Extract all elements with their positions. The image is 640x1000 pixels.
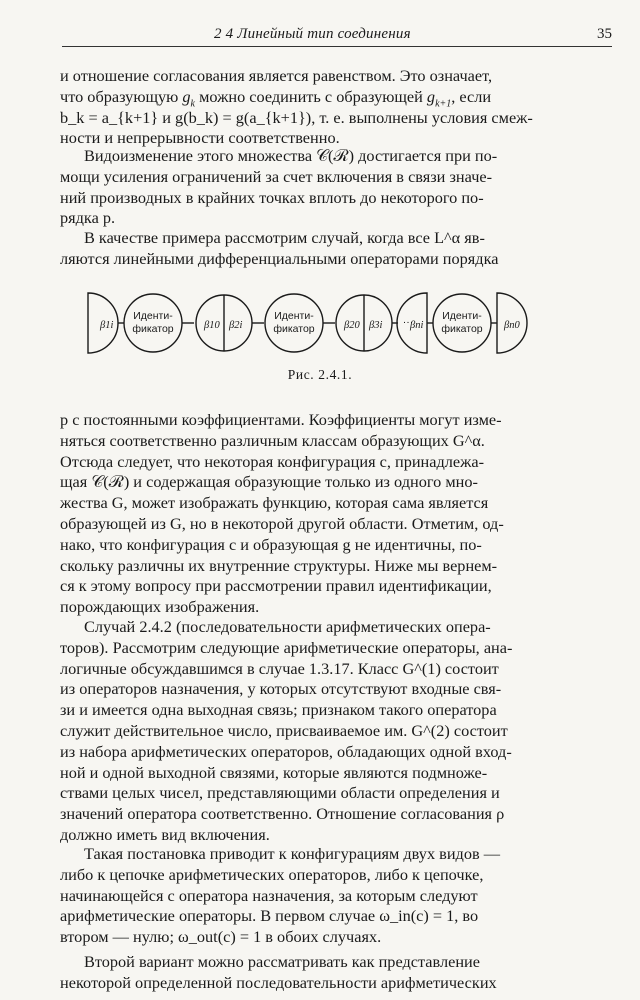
identifier-label-2a: Иденти- (274, 310, 314, 322)
paragraph-case-2-4-2 (60, 617, 610, 846)
text-line: втором — нулю; ω_out(c) = 1 в обоих случаях. (60, 927, 382, 947)
figure-caption: Рис. 2.4.1. (287, 367, 353, 382)
text-line: Второй вариант можно рассматривать как представление (84, 952, 480, 971)
paragraph-modification (60, 146, 610, 229)
paragraph-coefficients (60, 410, 610, 618)
text-line: Случай 2.4.2 (последовательности арифметических опера- (84, 617, 491, 636)
text-line: значений оператора соответственно. Отношение согласования ρ (60, 804, 505, 824)
paragraph-example (60, 228, 610, 270)
text-line: некоторой определенной последовательности арифметических (60, 972, 497, 992)
text-line: ляются линейными дифференциальными операторами порядка (60, 248, 499, 268)
identifier-label-3b: фикатор (441, 323, 483, 335)
text-line: ся к этому вопросу при рассмотрении правил идентификации, (60, 576, 492, 596)
label-beta-20: β20 (344, 320, 360, 331)
text-line: торов). Рассмотрим следующие арифметические операторы, ана- (60, 637, 513, 657)
text-line: В качестве примера рассмотрим случай, когда все L^α яв- (84, 228, 485, 247)
label-beta-n0: βn0 (504, 320, 520, 331)
label-beta-1i: β1i (100, 320, 114, 331)
text-line: нако, что конфигурация c и образующая g не идентичны, по- (60, 534, 482, 554)
text-line: скольку различны их внутренние структуры. Ниже мы вернем- (60, 555, 498, 575)
text-line: из операторов назначения, у которых отсутствуют входные свя- (60, 679, 502, 699)
text-line: ствами целых чисел, представляющими области определения и (60, 783, 500, 803)
text-line: начинающейся с оператора назначения, за которым следуют (60, 885, 478, 905)
text-line: служит действительное число, присваиваемое им. G^(2) состоит (60, 720, 508, 740)
identifier-label-3a: Иденти- (442, 310, 482, 322)
text-line: Отсюда следует, что некоторая конфигурация c, принадлежа- (60, 451, 485, 471)
text-line: ности и непрерывности соответственно. (60, 128, 340, 148)
page-number: 35 (597, 26, 612, 42)
text-line: рядка p. (60, 208, 116, 228)
identifier-label-1b: фикатор (132, 323, 174, 335)
text-line: должно иметь вид включения. (60, 824, 270, 844)
label-beta-2i: β2i (229, 320, 243, 331)
text-line: няться соответственно различным классам образующих G^α. (60, 430, 485, 450)
label-beta-10: β10 (204, 320, 220, 331)
text-line: Такая постановка приводит к конфигурациям двух видов — (84, 844, 501, 863)
running-header (62, 22, 612, 47)
text-line: и отношение согласования является равенством. Это означает, (60, 66, 493, 85)
text-line: p с постоянными коэффициентами. Коэффициенты могут изме- (60, 410, 502, 429)
identifier-label-2b: фикатор (273, 323, 315, 335)
text-line: ний производных в крайних точках вплоть до некоторого по- (60, 187, 484, 207)
paragraph-setup (60, 844, 610, 948)
paragraph-equality (60, 66, 610, 149)
paragraph-second-variant (60, 952, 610, 994)
text-line: из набора арифметических операторов, обладающих одной вход- (60, 741, 512, 761)
text-line: логичные обсуждавшимся в случае 1.3.17. Класс G^(1) состоит (60, 658, 499, 678)
text-line: арифметические операторы. В первом случае ω_in(c) = 1, во (60, 906, 479, 926)
text-line: зи и имеется одна выходная связь; признаком такого оператора (60, 700, 497, 720)
text-line: Видоизменение этого множества 𝒞(ℛ) достигается при по- (84, 146, 498, 165)
text-line: либо к цепочке арифметических операторов, либо к цепочке, (60, 864, 484, 884)
text-line: мощи усиления ограничений за счет включения в связи значе- (60, 166, 493, 186)
identifier-label-1a: Иденти- (133, 310, 173, 322)
text-line: порождающих изображения. (60, 597, 260, 617)
running-title: 2 4 Линейный тип соединения (214, 26, 411, 42)
text-line: образующей из G, но в некоторой другой области. Отметим, од- (60, 513, 504, 533)
text-line: щая 𝒞(ℛ) и содержащая образующие только из одного мно- (60, 472, 478, 492)
ellipsis: ··· (402, 316, 414, 328)
label-beta-ni: βni (410, 320, 424, 331)
text-line: b_k = a_{k+1} и g(b_k) = g(a_{k+1}), т. е. выполнены условия смеж- (60, 107, 533, 127)
label-beta-3i: β3i (369, 320, 383, 331)
text-line: ной и одной выходной связями, которые являются подмноже- (60, 762, 488, 782)
text-line: жества G, может изображать функцию, которая сама является (60, 493, 489, 513)
text-line: что образующую $g_k$ можно соединить с образующей $g_{k+1}$, если (60, 86, 492, 110)
